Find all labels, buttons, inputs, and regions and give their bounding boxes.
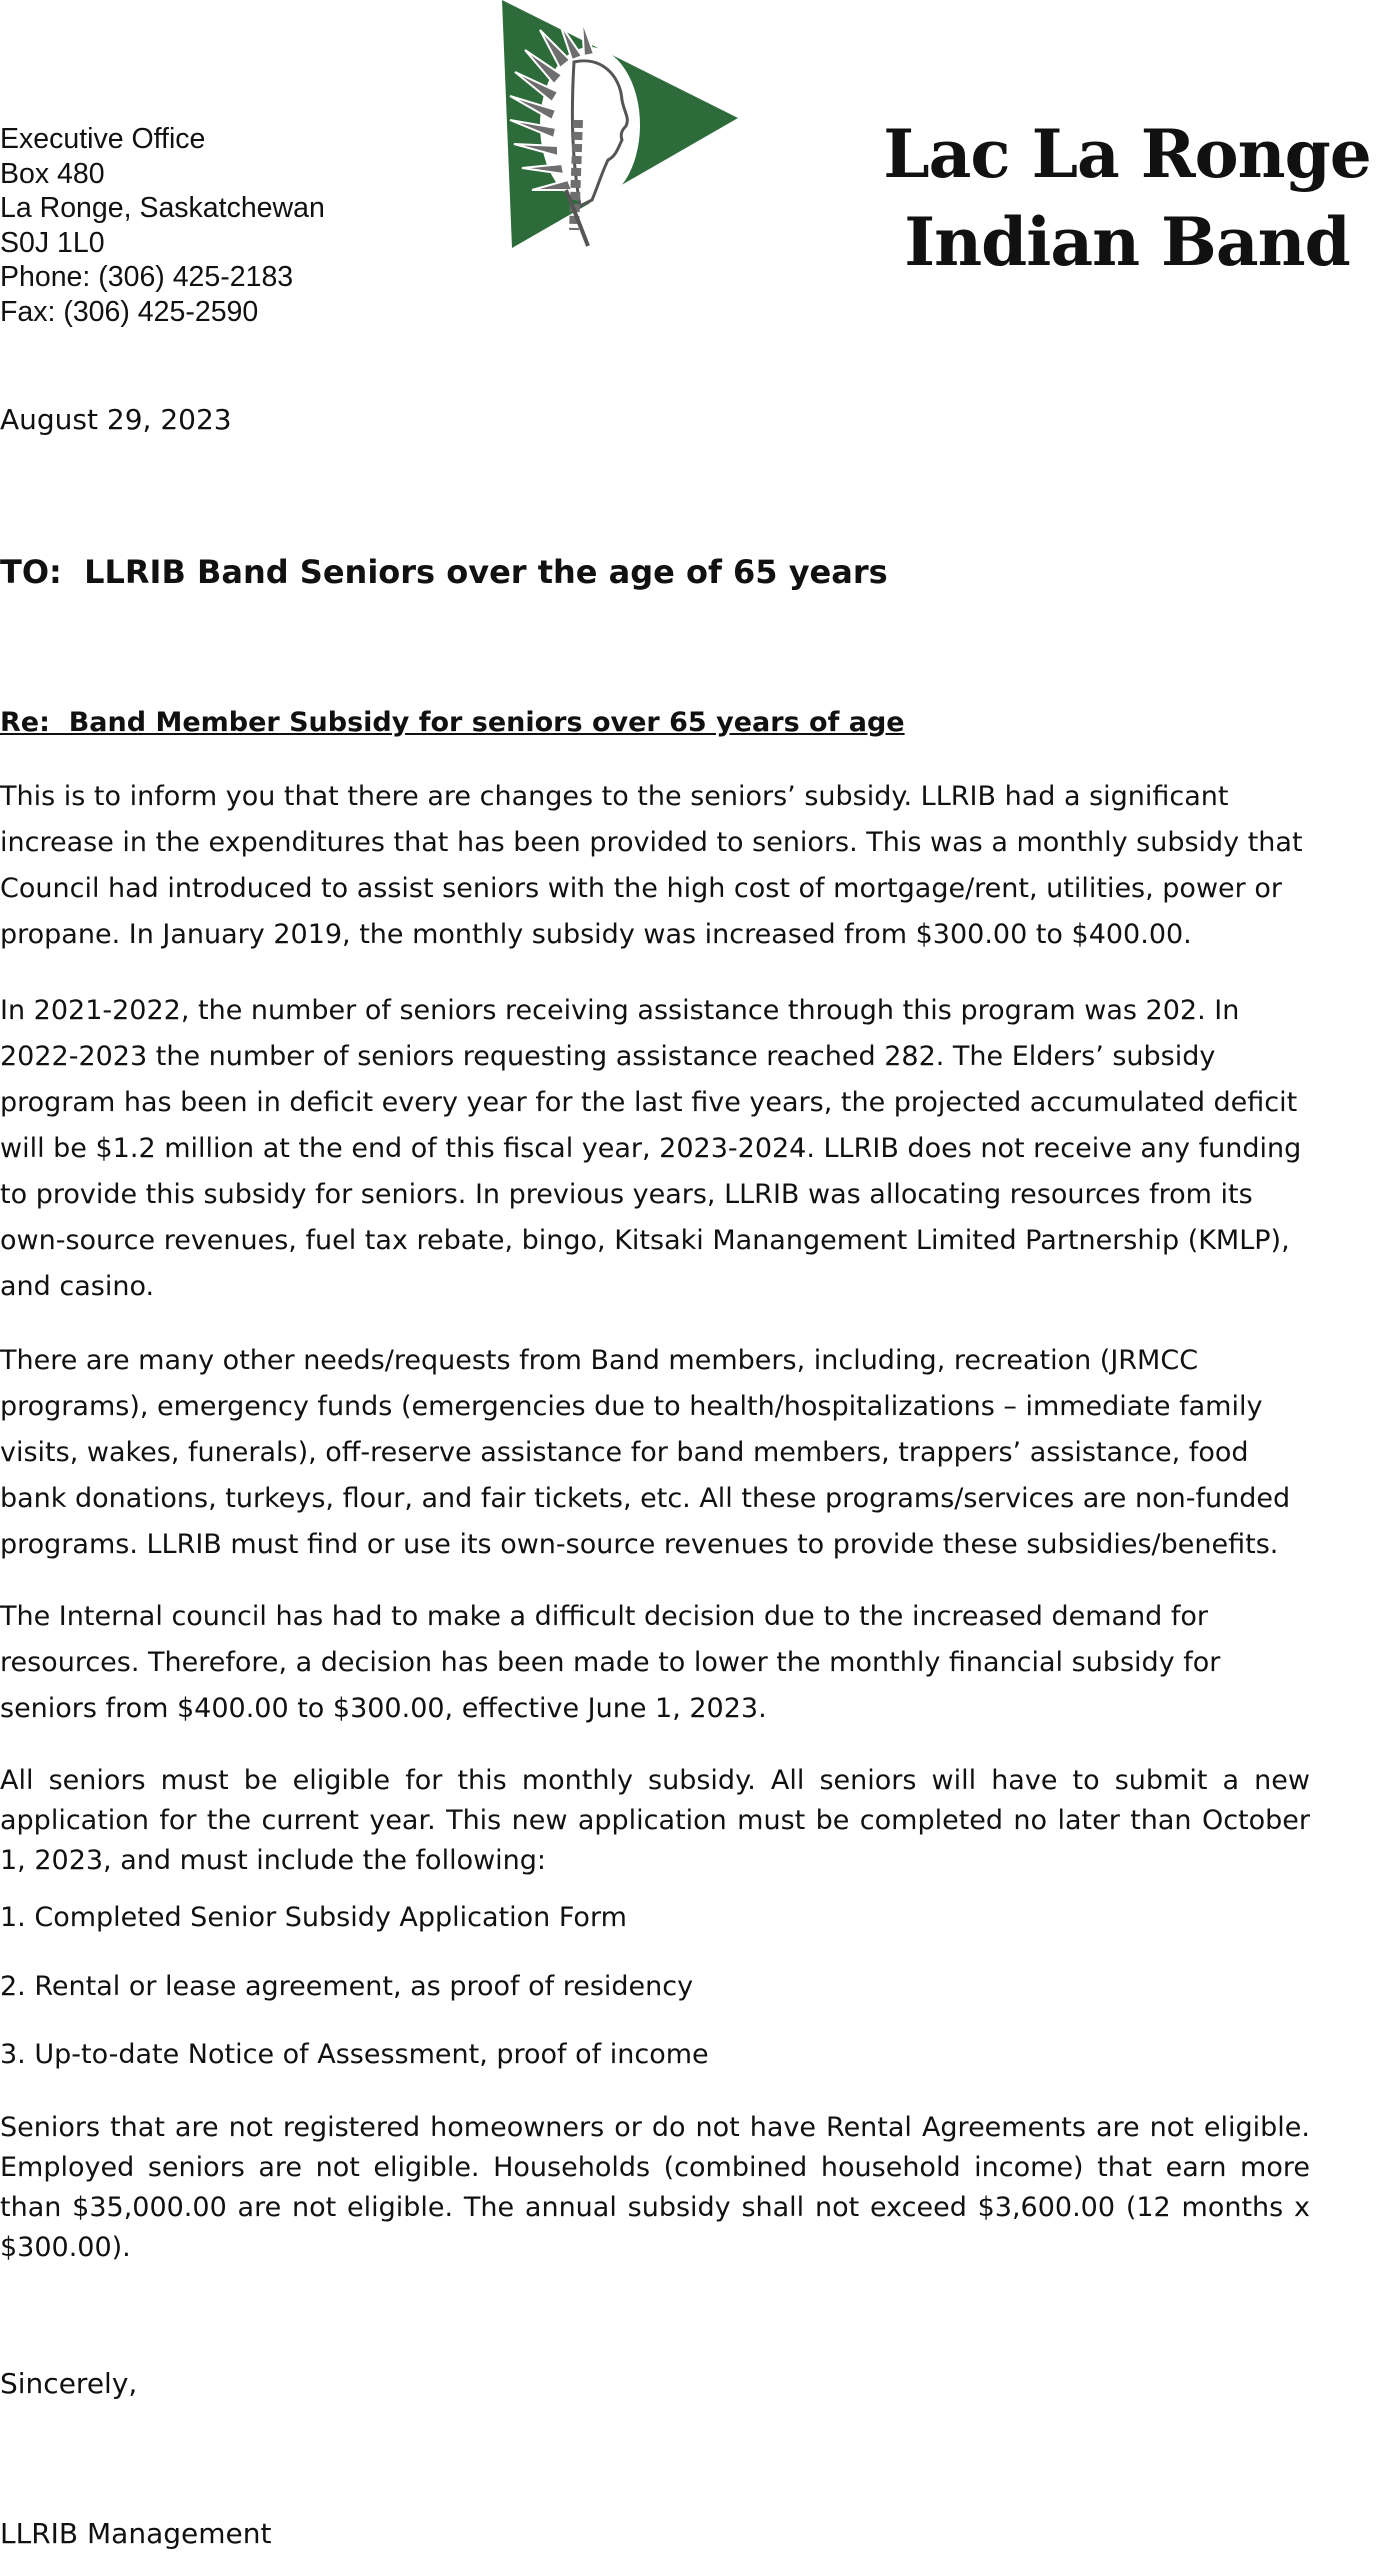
band-name-line-2: Indian Band: [904, 203, 1350, 281]
paragraph-eligibility: Seniors that are not registered homeowners or do not have Rental Agreements are not eligible. Employed seniors are not eligible. Households (combined household income) that earn more than $35,000.00 are not eligible. The annual subsidy shall not exceed $3,600.00 (12 months x $300.00).: [0, 2112, 1310, 2263]
address-line-city: La Ronge, Saskatchewan: [0, 192, 325, 224]
address-line-fax: Fax: (306) 425-2590: [0, 295, 259, 328]
letterhead-address: [0, 122, 325, 329]
paragraph-subsidy-change: This is to inform you that there are changes to the seniors’ subsidy. LLRIB had a significant increase in the expenditures that has been provided to seniors. This was a monthly subsidy that Council had introduced to assist seniors with the high cost of mortgage/rent, utilities, power or propane. In January 2019, the monthly subsidy was increased from $300.00 to $400.00.: [0, 781, 1303, 950]
requirement-item: 1. Completed Senior Subsidy Application Form: [0, 1902, 627, 1933]
address-line-office: Executive Office: [0, 123, 206, 155]
address-line-phone: Phone: (306) 425-2183: [0, 261, 294, 293]
band-name-heading: [870, 110, 1384, 286]
recipient-line: TO: LLRIB Band Seniors over the age of 65 years: [0, 553, 888, 591]
band-logo-icon: [470, 0, 740, 250]
band-name-line-1: Lac La Ronge: [883, 115, 1371, 193]
requirement-item: 2. Rental or lease agreement, as proof of residency: [0, 1971, 694, 2002]
paragraph-application: All seniors must be eligible for this monthly subsidy. All seniors will have to submit a new application for the current year. This new application must be completed no later than October 1, 2023, and must include the following:: [0, 1765, 1310, 1876]
subject-line: Re: Band Member Subsidy for seniors over 65 years of age: [0, 707, 905, 738]
requirement-item: 3. Up-to-date Notice of Assessment, proof of income: [0, 2039, 709, 2070]
letter-date: August 29, 2023: [0, 403, 232, 436]
address-line-box: Box 480: [0, 157, 105, 190]
paragraph-deficit: In 2021-2022, the number of seniors receiving assistance through this program was 202. In 2022-2023 the number of seniors requesting assistance reached 282. The Elders’ subsidy program has been in deficit every year for the last five years, the projected accumulated deficit will be $1.2 million at the end of this fiscal year, 2023-2024. LLRIB does not receive any funding to provide this subsidy for seniors. In previous years, LLRIB was allocating resources from its own-source revenues, fuel tax rebate, bingo, Kitsaki Manangement Limited Partnership (KMLP), and casino.: [0, 995, 1302, 1302]
paragraph-other-needs: There are many other needs/requests from Band members, including, recreation (JRMCC programs), emergency funds (emergencies due to health/hospitalizations – immediate family visits, wakes, funerals), off-reserve assistance for band members, trappers’ assistance, food bank donations, turkeys, flour, and fair tickets, etc. All these programs/services are non-funded programs. LLRIB must find or use its own-source revenues to provide these subsidies/benefits.: [0, 1345, 1291, 1560]
letter-closing: Sincerely,: [0, 2367, 138, 2400]
letter-signature: LLRIB Management: [0, 2517, 272, 2550]
address-line-postal: S0J 1L0: [0, 226, 105, 259]
paragraph-decision: The Internal council has had to make a difficult decision due to the increased demand for resources. Therefore, a decision has been made to lower the monthly financial subsidy for seniors from $400.00 to $300.00, effective June 1, 2023.: [0, 1601, 1221, 1724]
